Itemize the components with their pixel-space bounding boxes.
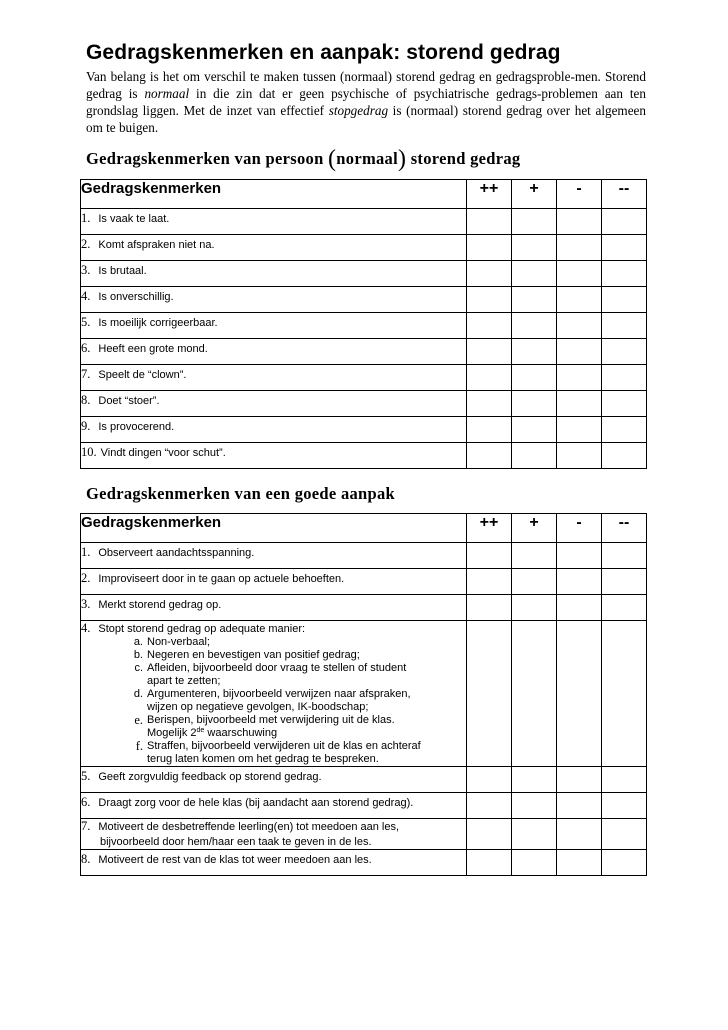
table-row — [81, 313, 647, 339]
rating-cell-minus[interactable] — [557, 569, 602, 595]
rating-header-minusminus: -- — [602, 514, 647, 543]
table-row — [81, 365, 647, 391]
item-number: 5. — [81, 315, 91, 329]
sub-item-text: terug laten komen om het gedrag te bespreken. — [147, 753, 379, 765]
item-main-line — [81, 621, 466, 636]
rating-cell-minusminus[interactable] — [602, 443, 647, 469]
rating-cell-plus[interactable] — [512, 417, 557, 443]
rating-cell-plusplus[interactable] — [467, 819, 512, 850]
item-label-cell — [81, 209, 467, 235]
rating-cell-minus[interactable] — [557, 261, 602, 287]
item-text: Speelt de “clown”. — [98, 369, 187, 381]
rating-cell-minusminus[interactable] — [602, 391, 647, 417]
rating-cell-plusplus[interactable] — [467, 261, 512, 287]
rating-cell-minus[interactable] — [557, 621, 602, 767]
rating-cell-minusminus[interactable] — [602, 313, 647, 339]
sub-item-text: Berispen, bijvoorbeeld met verwijdering uit de klas. — [147, 714, 395, 726]
item-text: Geeft zorgvuldig feedback op storend gedrag. — [98, 771, 322, 783]
item-number: 5. — [81, 769, 91, 783]
rating-cell-minus[interactable] — [557, 313, 602, 339]
section2-heading: Gedragskenmerken van een goede aanpak — [86, 484, 396, 503]
rating-cell-plusplus[interactable] — [467, 443, 512, 469]
sub-item — [81, 688, 466, 714]
sub-item-letter: c. — [134, 662, 143, 674]
rating-cell-plus[interactable] — [512, 793, 557, 819]
item-label-cell — [81, 543, 467, 569]
item-text: Improviseert door in te gaan op actuele behoeften. — [98, 573, 345, 585]
item-label-cell — [81, 391, 467, 417]
rating-cell-plus[interactable] — [512, 287, 557, 313]
item-text: Stopt storend gedrag op adequate manier: — [98, 623, 306, 635]
rating-cell-plusplus[interactable] — [467, 793, 512, 819]
table-row — [81, 261, 647, 287]
table-row — [81, 209, 647, 235]
rating-cell-minus[interactable] — [557, 209, 602, 235]
item-number: 1. — [81, 545, 91, 559]
sub-item-letter: b. — [133, 649, 143, 661]
sub-item-text: Straffen, bijvoorbeeld verwijderen uit de klas en achteraf — [147, 740, 421, 752]
item-number: 1. — [81, 211, 91, 225]
item-label-cell — [81, 569, 467, 595]
item-text: Motiveert de rest van de klas tot weer meedoen aan les. — [98, 854, 372, 866]
intro-emphasis-2: stopgedrag — [328, 103, 389, 118]
table-row — [81, 543, 647, 569]
section2-checklist-table — [80, 513, 647, 876]
table-row — [81, 287, 647, 313]
rating-header-plus: + — [512, 180, 557, 209]
rating-cell-plus[interactable] — [512, 767, 557, 793]
rating-cell-plusplus[interactable] — [467, 621, 512, 767]
section1-heading-paren-close: ) — [397, 146, 407, 172]
item-number: 6. — [81, 341, 91, 355]
item-number: 4. — [81, 621, 91, 635]
item-label-cell — [81, 287, 467, 313]
item-number: 7. — [81, 367, 91, 381]
rating-cell-plusplus[interactable] — [467, 339, 512, 365]
rating-cell-plusplus[interactable] — [467, 767, 512, 793]
section1-heading-paren-open: ( — [328, 146, 337, 172]
sub-item-letter: a. — [133, 636, 143, 648]
item-number: 8. — [81, 393, 91, 407]
document-title: Gedragskenmerken en aanpak: storend gedrag — [86, 41, 561, 64]
rating-cell-minusminus[interactable] — [602, 365, 647, 391]
sub-item — [81, 714, 466, 740]
item-text: Is moeilijk corrigeerbaar. — [98, 317, 218, 329]
table-row — [81, 621, 647, 767]
item-number: 6. — [81, 795, 91, 809]
item-number: 8. — [81, 852, 91, 866]
rating-cell-minus[interactable] — [557, 819, 602, 850]
rating-cell-minus[interactable] — [557, 287, 602, 313]
rating-cell-minus[interactable] — [557, 595, 602, 621]
sub-item-letter: f. — [135, 739, 143, 753]
table-row — [81, 850, 647, 876]
item-label-cell — [81, 417, 467, 443]
table-row — [81, 595, 647, 621]
intro-paragraph — [86, 68, 646, 136]
table-row — [81, 339, 647, 365]
table-row — [81, 569, 647, 595]
rating-cell-plus[interactable] — [512, 595, 557, 621]
item-text: Is brutaal. — [98, 265, 147, 277]
item-label-cell — [81, 365, 467, 391]
item-continuation-line — [81, 834, 466, 849]
intro-text-2: in die zin dat er geen psychische of psychiatrische gedrags-problemen aan ten grondslag liggen. Met de inzet van effectief — [86, 86, 646, 118]
item-label-cell — [81, 850, 467, 876]
rating-cell-plus[interactable] — [512, 235, 557, 261]
sub-item-letter: d. — [133, 688, 143, 700]
rating-cell-plus[interactable] — [512, 261, 557, 287]
rating-cell-plusplus[interactable] — [467, 235, 512, 261]
rating-cell-minusminus[interactable] — [602, 209, 647, 235]
item-text: Is vaak te laat. — [98, 213, 170, 225]
section1-heading — [86, 148, 646, 170]
rating-cell-minusminus[interactable] — [602, 793, 647, 819]
item-text: Motiveert de desbetreffende leerling(en) tot meedoen aan les, — [98, 821, 400, 833]
item-text: Observeert aandachtsspanning. — [98, 547, 255, 559]
rating-header-minus: - — [557, 180, 602, 209]
rating-cell-plus[interactable] — [512, 365, 557, 391]
item-text: Is onverschillig. — [98, 291, 174, 303]
rating-cell-minus[interactable] — [557, 793, 602, 819]
rating-cell-minusminus[interactable] — [602, 595, 647, 621]
rating-cell-minusminus[interactable] — [602, 543, 647, 569]
sub-item-letter: e. — [134, 713, 143, 727]
rating-cell-plus[interactable] — [512, 569, 557, 595]
item-number: 2. — [81, 571, 91, 585]
section1-heading-part-b: normaal — [336, 149, 398, 168]
rating-header-plus: + — [512, 514, 557, 543]
table-row — [81, 793, 647, 819]
rating-cell-minusminus[interactable] — [602, 417, 647, 443]
section2-header-row — [81, 514, 647, 543]
item-text: Is provocerend. — [98, 421, 175, 433]
rating-cell-minus[interactable] — [557, 543, 602, 569]
rating-cell-minusminus[interactable] — [602, 339, 647, 365]
rating-cell-plusplus[interactable] — [467, 569, 512, 595]
item-label-cell — [81, 339, 467, 365]
section1-heading-part-c: storend gedrag — [406, 149, 521, 168]
item-label-cell — [81, 443, 467, 469]
item-text: Doet “stoer”. — [98, 395, 160, 407]
rating-cell-minus[interactable] — [557, 850, 602, 876]
rating-cell-minus[interactable] — [557, 365, 602, 391]
rating-header-plusplus: ++ — [467, 180, 512, 209]
rating-cell-plus[interactable] — [512, 391, 557, 417]
rating-cell-minusminus[interactable] — [602, 235, 647, 261]
sub-item-text: Argumenteren, bijvoorbeeld verwijzen naar afspraken, — [147, 688, 411, 700]
rating-cell-plus[interactable] — [512, 443, 557, 469]
sub-item — [81, 662, 466, 688]
rating-cell-plus[interactable] — [512, 339, 557, 365]
rating-cell-plus[interactable] — [512, 819, 557, 850]
section1-header-row — [81, 180, 647, 209]
rating-cell-minusminus[interactable] — [602, 767, 647, 793]
sub-item-text: apart te zetten; — [147, 675, 221, 687]
rating-cell-minusminus[interactable] — [602, 850, 647, 876]
rating-cell-minus[interactable] — [557, 417, 602, 443]
sub-item-superscript: de — [196, 727, 205, 734]
rating-cell-plusplus[interactable] — [467, 417, 512, 443]
item-text: Vindt dingen “voor schut”. — [100, 447, 226, 459]
sub-item-text: waarschuwing — [204, 727, 278, 739]
sub-item — [81, 636, 466, 649]
item-text: Komt afspraken niet na. — [98, 239, 215, 251]
table-row — [81, 235, 647, 261]
item-number: 10. — [81, 445, 97, 459]
item-number: 4. — [81, 289, 91, 303]
rating-cell-minus[interactable] — [557, 339, 602, 365]
item-label-cell — [81, 793, 467, 819]
item-label-cell — [81, 767, 467, 793]
rating-cell-plus[interactable] — [512, 543, 557, 569]
document-page — [81, 40, 646, 876]
rating-cell-minus[interactable] — [557, 443, 602, 469]
sub-item-text: Negeren en bevestigen van positief gedrag; — [147, 649, 360, 661]
item-label-cell — [81, 261, 467, 287]
item-text: Heeft een grote mond. — [98, 343, 208, 355]
rating-cell-plusplus[interactable] — [467, 313, 512, 339]
section1-column-header: Gedragskenmerken — [81, 180, 467, 209]
item-text-continued: bijvoorbeeld door hem/haar een taak te geven in de les. — [100, 836, 372, 848]
intro-text-1: Van belang is het om verschil te maken tussen (normaal) storend gedrag en gedragsproble-men. Storend gedrag is — [86, 69, 646, 101]
rating-cell-minusminus[interactable] — [602, 569, 647, 595]
intro-emphasis-1: normaal — [144, 86, 190, 101]
section1-checklist-table — [80, 179, 647, 469]
rating-header-minus: - — [557, 514, 602, 543]
table-row — [81, 767, 647, 793]
rating-cell-minusminus[interactable] — [602, 287, 647, 313]
sub-item-text: wijzen op negatieve gevolgen, IK-boodschap; — [147, 701, 369, 713]
rating-cell-plusplus[interactable] — [467, 595, 512, 621]
rating-cell-plus[interactable] — [512, 209, 557, 235]
item-main-line — [81, 819, 466, 834]
table-row — [81, 391, 647, 417]
rating-cell-minus[interactable] — [557, 391, 602, 417]
rating-cell-plusplus[interactable] — [467, 365, 512, 391]
section2-column-header: Gedragskenmerken — [81, 514, 467, 543]
sub-item — [81, 740, 466, 766]
sub-item-text: Afleiden, bijvoorbeeld door vraag te stellen of student — [147, 662, 407, 674]
item-label-cell — [81, 313, 467, 339]
item-number: 3. — [81, 263, 91, 277]
item-number: 2. — [81, 237, 91, 251]
sub-item — [81, 649, 466, 662]
item-text: Draagt zorg voor de hele klas (bij aandacht aan storend gedrag). — [98, 797, 414, 809]
rating-cell-plus[interactable] — [512, 313, 557, 339]
rating-cell-plus[interactable] — [512, 850, 557, 876]
item-number: 7. — [81, 819, 91, 833]
table-row — [81, 443, 647, 469]
item-label-cell — [81, 595, 467, 621]
rating-cell-minusminus[interactable] — [602, 621, 647, 767]
item-label-cell — [81, 819, 467, 850]
rating-cell-plusplus[interactable] — [467, 543, 512, 569]
rating-cell-plusplus[interactable] — [467, 391, 512, 417]
rating-cell-plusplus[interactable] — [467, 287, 512, 313]
rating-cell-minusminus[interactable] — [602, 261, 647, 287]
rating-cell-minus[interactable] — [557, 235, 602, 261]
rating-cell-plus[interactable] — [512, 621, 557, 767]
item-label-cell — [81, 621, 467, 767]
table-row — [81, 819, 647, 850]
item-text: Merkt storend gedrag op. — [98, 599, 222, 611]
rating-cell-plusplus[interactable] — [467, 850, 512, 876]
section1-heading-part-a: Gedragskenmerken van persoon — [86, 149, 328, 168]
item-number: 9. — [81, 419, 91, 433]
rating-cell-minus[interactable] — [557, 767, 602, 793]
rating-cell-minusminus[interactable] — [602, 819, 647, 850]
sub-item-text: Non-verbaal; — [147, 636, 210, 648]
item-number: 3. — [81, 597, 91, 611]
sub-item-text: Mogelijk 2 — [147, 727, 197, 739]
rating-cell-plusplus[interactable] — [467, 209, 512, 235]
rating-header-plusplus: ++ — [467, 514, 512, 543]
item-label-cell — [81, 235, 467, 261]
intro-text-3: is (normaal) storend gedrag over het algemeen om te buigen. — [86, 103, 646, 135]
rating-header-minusminus: -- — [602, 180, 647, 209]
table-row — [81, 417, 647, 443]
